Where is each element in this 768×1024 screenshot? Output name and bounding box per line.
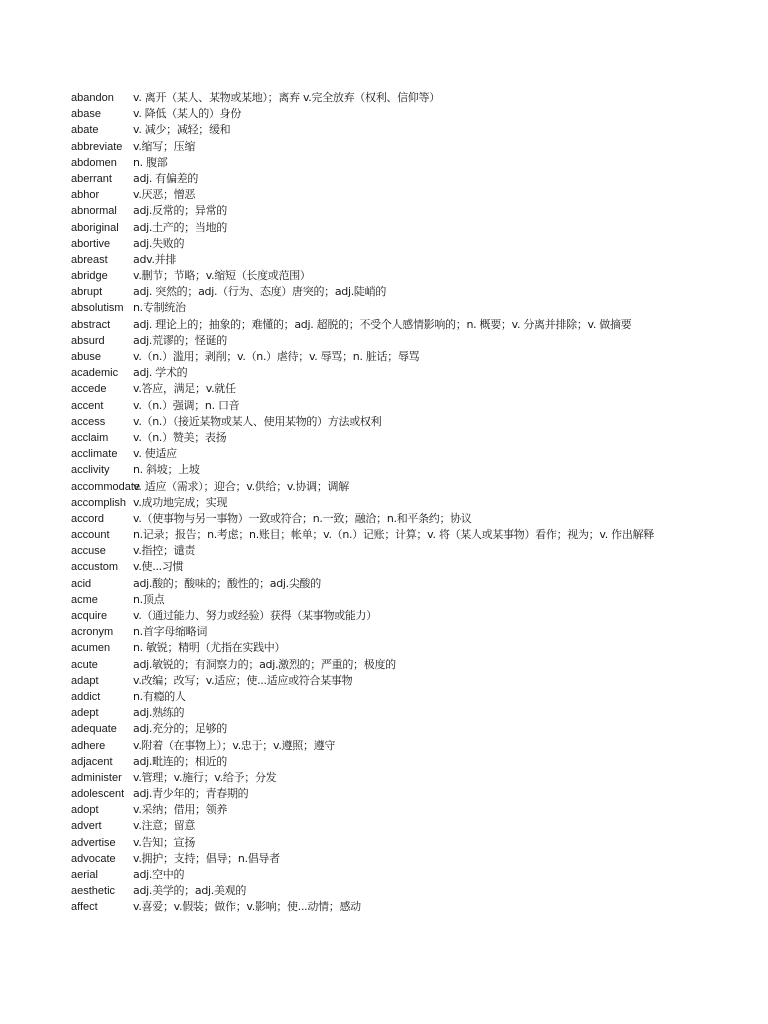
vocab-entry xyxy=(71,236,699,252)
vocab-word: acclimate xyxy=(71,448,118,461)
vocab-word: access xyxy=(71,415,106,428)
vocab-definition: v.（n.）强调；n. 口音 xyxy=(133,398,240,412)
vocab-definition: v.附着（在事物上）；v.忠于；v.遵照；遵守 xyxy=(133,738,336,752)
vocab-word: advocate xyxy=(71,852,116,865)
vocab-definition: adj.空中的 xyxy=(133,868,185,881)
vocab-entry xyxy=(71,398,699,414)
vocab-entry xyxy=(71,786,699,802)
vocab-definition: v.厌恶；憎恶 xyxy=(133,188,196,202)
vocab-definition: v. 离开（某人、某物或某地）；离弃 v.完全放弃（权利、信仰等） xyxy=(133,91,440,104)
vocab-definition: v.改编；改写；v.适应；使...适应或符合某事物 xyxy=(133,673,353,687)
vocab-word: adjacent xyxy=(71,755,113,768)
vocab-entry xyxy=(71,333,699,349)
vocab-entry xyxy=(71,349,699,365)
vocab-entry xyxy=(71,576,699,592)
vocab-definition: v. 使适应 xyxy=(133,447,177,461)
vocab-definition: adj.酸的；酸味的；酸性的；adj.尖酸的 xyxy=(133,576,321,590)
vocab-word: adequate xyxy=(71,723,117,736)
vocab-entry xyxy=(71,203,699,219)
vocab-entry xyxy=(71,851,699,867)
vocab-entry xyxy=(71,90,699,106)
vocab-word: abbreviate xyxy=(71,140,123,153)
vocab-entry xyxy=(71,640,699,656)
vocab-entry xyxy=(71,608,699,624)
vocab-entry xyxy=(71,171,699,187)
vocab-entry xyxy=(71,867,699,883)
vocab-definition: adj.熟练的 xyxy=(133,706,185,720)
vocab-entry xyxy=(71,559,699,575)
vocab-entry xyxy=(71,673,699,689)
vocab-definition: n. 斜坡；上坡 xyxy=(133,463,200,477)
vocab-entry xyxy=(71,835,699,851)
vocab-definition: v.（n.）（接近某物或某人、使用某物的）方法或权利 xyxy=(133,414,382,428)
vocab-word: acclivity xyxy=(71,464,110,477)
vocab-entry xyxy=(71,220,699,236)
vocab-definition: v.答应，满足；v.就任 xyxy=(133,382,236,396)
vocab-word: abortive xyxy=(71,237,111,250)
vocab-definition: v.成功地完成；实现 xyxy=(133,495,228,509)
vocab-definition: v.采纳；借用；领养 xyxy=(133,803,228,817)
vocab-word: advertise xyxy=(71,836,116,849)
vocab-entry xyxy=(71,139,699,155)
vocab-word: accent xyxy=(71,399,104,412)
vocab-definition: v. 适应（需求）；迎合；v.供给；v.协调；调解 xyxy=(133,479,349,493)
vocab-entry xyxy=(71,527,699,543)
vocab-word: abreast xyxy=(71,253,108,266)
vocab-word: accustom xyxy=(71,561,119,574)
vocab-word: acclaim xyxy=(71,431,109,444)
vocab-definition: v.缩写；压缩 xyxy=(133,139,196,153)
vocab-entry xyxy=(71,738,699,754)
vocab-definition: adj.土产的；当地的 xyxy=(133,220,227,234)
vocab-word: aberrant xyxy=(71,172,112,185)
vocab-word: abridge xyxy=(71,270,108,283)
vocab-entry xyxy=(71,365,699,381)
vocab-definition: n.顶点 xyxy=(133,592,165,606)
vocab-definition: n.专制统治 xyxy=(133,301,186,315)
vocab-word: adapt xyxy=(71,674,99,687)
vocab-definition: adj. 理论上的；抽象的；难懂的；adj. 超脱的；不受个人感情影响的；n. 概要；v. 分离并排除；v. 做摘要 xyxy=(133,317,632,331)
vocab-entry xyxy=(71,689,699,705)
vocab-word: addict xyxy=(71,690,101,703)
vocab-definition: adj.敏锐的；有洞察力的；adj.激烈的；严重的；极度的 xyxy=(133,657,396,671)
vocab-entry xyxy=(71,818,699,834)
vocab-word: acme xyxy=(71,593,98,606)
vocab-definition: n. 敏锐；精明（尤指在实践中） xyxy=(133,641,286,655)
vocab-word: abase xyxy=(71,108,101,121)
vocab-word: abrupt xyxy=(71,286,103,299)
vocab-word: acronym xyxy=(71,626,114,639)
vocab-definition: adj. 学术的 xyxy=(133,366,188,380)
vocab-entry xyxy=(71,430,699,446)
vocab-entry xyxy=(71,479,699,495)
vocab-definition: adv.并排 xyxy=(133,252,177,266)
vocab-entry xyxy=(71,106,699,122)
vocab-definition: v.注意；留意 xyxy=(133,819,196,833)
vocab-word: aboriginal xyxy=(71,221,119,234)
vocab-word: abhor xyxy=(71,189,100,202)
vocab-entry xyxy=(71,511,699,527)
vocab-definition: v.管理；v.施行；v.给予；分发 xyxy=(133,770,277,784)
vocab-entry xyxy=(71,705,699,721)
vocab-definition: v.（n.）滥用；剥削；v.（n.）虐待；v. 辱骂；n. 脏话；辱骂 xyxy=(133,350,420,363)
vocab-entry xyxy=(71,721,699,737)
vocab-word: advert xyxy=(71,820,102,833)
vocab-entry xyxy=(71,462,699,478)
vocab-entry xyxy=(71,268,699,284)
vocab-entry xyxy=(71,592,699,608)
vocab-entry xyxy=(71,284,699,300)
vocab-definition: adj.反常的；异常的 xyxy=(133,204,227,218)
vocab-entry xyxy=(71,155,699,171)
vocab-word: abuse xyxy=(71,351,101,363)
vocab-entry xyxy=(71,446,699,462)
vocab-word: accommodate xyxy=(71,480,141,493)
vocab-entry xyxy=(71,770,699,786)
vocab-definition: adj.失败的 xyxy=(133,236,185,250)
vocab-entry xyxy=(71,657,699,673)
vocab-entry xyxy=(71,883,699,899)
vocab-word: acumen xyxy=(71,642,111,655)
vocab-entry xyxy=(71,754,699,770)
vocab-word: acid xyxy=(71,577,92,590)
vocab-word: administer xyxy=(71,771,122,784)
vocab-word: absolutism xyxy=(71,302,124,315)
vocab-definition: v.使...习惯 xyxy=(133,560,184,574)
vocab-entry xyxy=(71,543,699,559)
vocab-word: acquire xyxy=(71,610,108,622)
vocab-entry xyxy=(71,300,699,316)
vocab-word: academic xyxy=(71,367,119,380)
vocab-entry xyxy=(71,317,699,333)
vocab-entry xyxy=(71,187,699,203)
vocabulary-list xyxy=(71,90,699,920)
vocab-definition: n.有瘾的人 xyxy=(133,689,186,703)
vocab-definition: v.拥护；支持；倡导；n.倡导者 xyxy=(133,851,280,865)
vocab-entry xyxy=(71,252,699,268)
vocab-word: aerial xyxy=(71,869,98,881)
vocab-word: affect xyxy=(71,901,98,914)
vocab-word: account xyxy=(71,529,110,542)
vocab-definition: n.首字母缩略词 xyxy=(133,625,208,639)
vocab-definition: v.喜爱；v.假装；做作；v.影响；使...动情；感动 xyxy=(133,900,361,914)
vocab-entry xyxy=(71,899,699,915)
vocab-definition: adj.荒谬的；怪诞的 xyxy=(133,333,227,347)
vocab-word: accuse xyxy=(71,545,106,558)
vocab-word: absurd xyxy=(71,334,105,347)
vocab-definition: adj.美学的；adj.美观的 xyxy=(133,884,247,898)
vocab-definition: v.（通过能力、努力或经验）获得（某事物或能力） xyxy=(133,609,377,622)
vocab-entry xyxy=(71,381,699,397)
vocab-entry xyxy=(71,414,699,430)
vocab-word: adhere xyxy=(71,739,106,752)
vocab-word: accord xyxy=(71,512,105,525)
vocab-word: adopt xyxy=(71,804,99,817)
vocab-entry xyxy=(71,495,699,511)
vocab-word: adept xyxy=(71,707,99,720)
vocab-word: abate xyxy=(71,124,99,137)
vocab-word: abdomen xyxy=(71,156,117,169)
vocab-word: accomplish xyxy=(71,496,127,509)
vocab-definition: v.（n.）赞美；表扬 xyxy=(133,430,227,444)
vocab-word: abandon xyxy=(71,92,114,104)
vocab-word: abnormal xyxy=(71,205,117,218)
vocab-definition: adj.毗连的；相近的 xyxy=(133,754,227,768)
vocab-word: adolescent xyxy=(71,788,125,801)
vocab-definition: adj.充分的；足够的 xyxy=(133,722,227,736)
vocab-word: accede xyxy=(71,383,107,396)
vocab-definition: v. 减少；减轻；缓和 xyxy=(133,123,231,137)
vocab-definition: n.记录；报告；n.考虑；n.账目；帐单；v.（n.）记账；计算；v. 将（某人或某事物）看作；视为；v. 作出解释 xyxy=(133,528,654,542)
vocab-definition: v. 降低（某人的）身份 xyxy=(133,107,242,121)
vocab-definition: adj.青少年的；青春期的 xyxy=(133,787,249,801)
vocab-definition: v.告知；宣扬 xyxy=(133,835,196,849)
vocab-definition: adj. 突然的；adj.（行为、态度）唐突的；adj.陡峭的 xyxy=(133,285,387,299)
vocab-entry xyxy=(71,624,699,640)
vocab-definition: v.删节；节略；v.缩短（长度或范围） xyxy=(133,269,311,283)
vocab-word: abstract xyxy=(71,318,111,331)
vocab-word: aesthetic xyxy=(71,885,116,898)
vocab-definition: n. 腹部 xyxy=(133,155,168,169)
vocab-definition: adj. 有偏差的 xyxy=(133,171,199,185)
vocab-word: acute xyxy=(71,658,98,671)
vocab-entry xyxy=(71,802,699,818)
vocab-definition: v.指控；谴责 xyxy=(133,544,196,558)
vocab-definition: v.（使事物与另一事物）一致或符合；n.一致；融洽；n.和平条约；协议 xyxy=(133,511,472,525)
vocab-entry xyxy=(71,122,699,138)
